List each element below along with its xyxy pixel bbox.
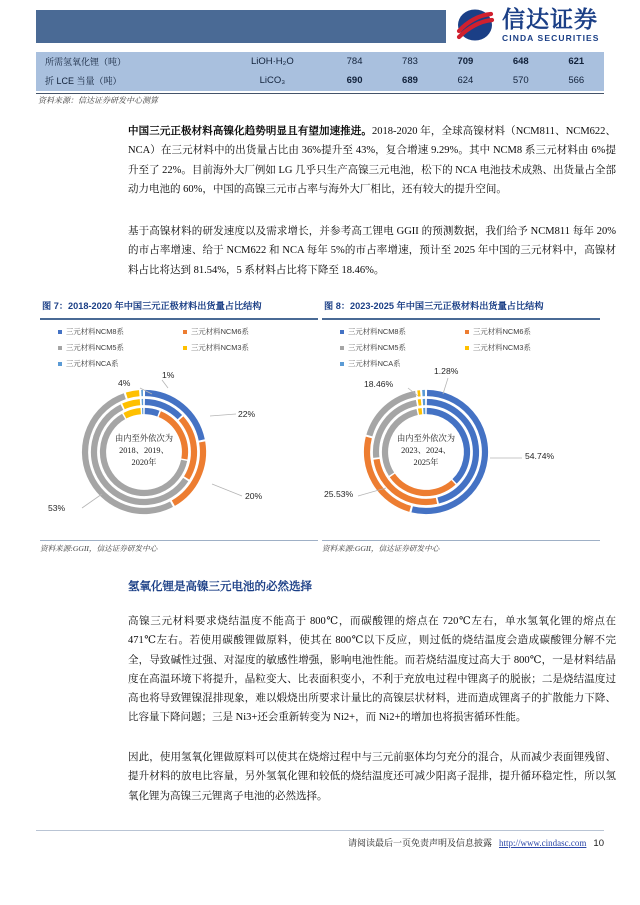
donut-center-note: 由内至外依次为 2018、2019、 2020年 (114, 434, 174, 467)
donut-segment[interactable] (145, 411, 159, 414)
table-cell-formula: LiOH·H₂O (250, 56, 294, 67)
company-logo (455, 4, 635, 46)
footer-rule (36, 830, 604, 831)
donut-data-label: 53% (48, 503, 66, 513)
page-number: 10 (593, 838, 604, 849)
legend-item[interactable] (465, 342, 590, 353)
donut-data-label: 54.74% (525, 451, 555, 461)
table-cell-label: 折 LCE 当量（吨） (45, 76, 122, 86)
paragraph-sintering-temperature: 高镍三元材料要求烧结温度不能高于 800℃，而碳酸锂的熔点在 720℃左右，单水氢氧化锂的熔点在 471℃左右。若使用碳酸锂做原料，使其在 800℃以下反应，则过低的烧结温度会造成碳酸锂分解不完全，导致碱性过强、对湿度的敏感性增强，影响电池性能。而若烧结温度过高大于 800℃，一是材料结晶度在高温环境下将提升，晶粒变大、比表面积变小，不利于充放电过程中锂离子的脱嵌；二是烧结温度过高也将导致锂镍混排现象，难以煅烧出所要求计量比的高镍层状材料，进而造成锂离子的扩散能力下降、比容量下降问题；三是 Ni3+还会重新转变为 Ni2+，而 Ni2+的增加也将损害循环性能。 (128, 616, 616, 724)
table-source-note: 资料来源：信达证券研发中心测算 (38, 96, 158, 105)
legend-item[interactable] (58, 342, 183, 353)
legend-swatch-icon (340, 362, 344, 366)
table-bottom-rule (36, 93, 604, 94)
legend-swatch-icon (58, 330, 62, 334)
legend-label: 三元材料NCM3系 (191, 343, 249, 352)
table-cell-label: 所需氢氧化锂（吨） (45, 57, 127, 67)
legend-item[interactable] (183, 342, 308, 353)
donut-data-label: 25.53% (324, 489, 354, 499)
figure-7-body (40, 320, 318, 538)
legend-item[interactable] (183, 326, 308, 337)
callout-leader-line (82, 494, 102, 508)
legend-label: 三元材料NCM8系 (66, 327, 124, 336)
table-cell-value: 648 (512, 56, 529, 67)
legend-swatch-icon (58, 346, 62, 350)
logo-text-en: CINDA SECURITIES (502, 32, 600, 43)
paragraph-lead-sentence: 中国三元正极材料高镍化趋势明显且有望加速推进。 (128, 126, 373, 137)
logo-text-cn: 信达证券 (502, 5, 598, 32)
legend-label: 三元材料NCM6系 (473, 327, 531, 336)
table-cell-value: 570 (512, 75, 529, 86)
callout-leader-line (162, 380, 168, 388)
table-row (36, 52, 604, 71)
table-cell-value: 689 (402, 75, 418, 86)
legend-label: 三元材料NCA系 (66, 359, 119, 368)
donut-data-label: 4% (118, 378, 131, 388)
donut-data-label: 20% (245, 491, 263, 501)
legend-item[interactable] (340, 326, 465, 337)
table-cell-value: 624 (457, 75, 474, 86)
table-cell-value: 709 (457, 56, 474, 67)
footer-url-link[interactable]: http://www.cindasc.com (499, 838, 587, 848)
legend-label: 三元材料NCA系 (348, 359, 401, 368)
table-cell-value: 783 (402, 56, 418, 67)
figure-8-donut-chart (322, 366, 600, 538)
donut-data-label: 22% (238, 409, 256, 419)
legend-swatch-icon (340, 330, 344, 334)
legend-swatch-icon (465, 346, 469, 350)
footer-disclaimer: 请阅读最后一页免责声明及信息披露 (348, 838, 493, 848)
table-row (36, 71, 604, 91)
donut-data-label: 1.28% (434, 366, 459, 376)
callout-leader-line (210, 414, 236, 416)
page-footer (36, 836, 604, 849)
table-cell-value: 784 (346, 56, 363, 67)
legend-swatch-icon (183, 330, 187, 334)
callout-leader-line (212, 484, 242, 496)
donut-segment[interactable] (127, 393, 140, 395)
paragraph-body-text: 2018-2020 年，全球高镍材料（NCM811、NCM622、NCA）在三元材料中的出货量占比由 36%提升至 43%，复合增速 9.29%。其中 NCM8 系三元材料由 6%提升至了 22%。目前海外大厂例如 LG 几乎只生产高镍三元电池，松下的 NCA 电池技术成熟、出货量占全部动力电池的 60%，中国的高镍三元市占率与海外大厂相比，还有较大的提升空间。 (128, 126, 617, 195)
table-cell-value: 621 (568, 56, 585, 67)
donut-segment[interactable] (124, 402, 140, 406)
legend-item[interactable] (465, 326, 590, 337)
page-header (0, 0, 640, 46)
legend-label: 三元材料NCM5系 (348, 343, 406, 352)
legend-item[interactable] (58, 326, 183, 337)
callout-leader-line (443, 378, 448, 394)
figure-7-source: 资料来源:GGII，信达证券研发中心 (40, 544, 158, 553)
legend-item[interactable] (340, 342, 465, 353)
lithium-demand-table (36, 52, 604, 91)
legend-swatch-icon (58, 362, 62, 366)
legend-swatch-icon (340, 346, 344, 350)
legend-label: 三元材料NCM3系 (473, 343, 531, 352)
table-cell-value: 690 (346, 75, 363, 86)
figure-8 (322, 300, 600, 554)
donut-data-label: 1% (162, 370, 175, 380)
table-cell-value: 566 (568, 75, 585, 86)
figure-7-donut-chart (40, 366, 318, 538)
header-blue-bar (36, 10, 446, 43)
figure-7-title: 图 7：2018-2020 年中国三元正极材料出货量占比结构 (42, 301, 262, 311)
paragraph-forecast: 基于高镍材料的研发速度以及需求增长，并参考高工锂电 GGII 的预测数据，我们给予 NCM811 每年 20%的市占率增速、给于 NCM622 和 NCA 每年 5%的市占率增速，预计至 2025 年中国的三元材料中，高镍材料占比将达到 81.54%，5 系材料占比将下降至 18.46%。 (128, 226, 616, 276)
figure-7 (40, 300, 318, 554)
legend-swatch-icon (183, 346, 187, 350)
section-heading: 氢氧化锂是高镍三元电池的必然选择 (128, 581, 312, 593)
paragraph-conclusion: 因此，使用氢氧化锂做原料可以使其在烧熔过程中与三元前驱体均匀充分的混合，从而减少表面锂残留、提升材料的放电比容量，另外氢氧化锂和较低的烧结温度还可减少阳离子混排，提升循环稳定性，所以氢氧化锂为高镍三元锂离子电池的必然选择。 (128, 752, 616, 802)
donut-center-note: 由内至外依次为 2023、2024、 2025年 (396, 434, 456, 467)
donut-segment[interactable] (125, 411, 141, 416)
paragraph-high-nickel-trend (128, 122, 616, 199)
donut-data-label: 18.46% (364, 379, 394, 389)
figure-8-body (322, 320, 600, 538)
legend-label: 三元材料NCM6系 (191, 327, 249, 336)
figure-8-source: 资料来源:GGII，信达证券研发中心 (322, 544, 440, 553)
legend-label: 三元材料NCM8系 (348, 327, 406, 336)
figure-8-title: 图 8：2023-2025 年中国三元正极材料出货量占比结构 (324, 301, 544, 311)
legend-label: 三元材料NCM5系 (66, 343, 124, 352)
table-cell-formula: LiCO₃ (259, 75, 286, 86)
donut-segment[interactable] (392, 475, 453, 493)
cinda-logo-icon (455, 5, 495, 45)
legend-swatch-icon (465, 330, 469, 334)
